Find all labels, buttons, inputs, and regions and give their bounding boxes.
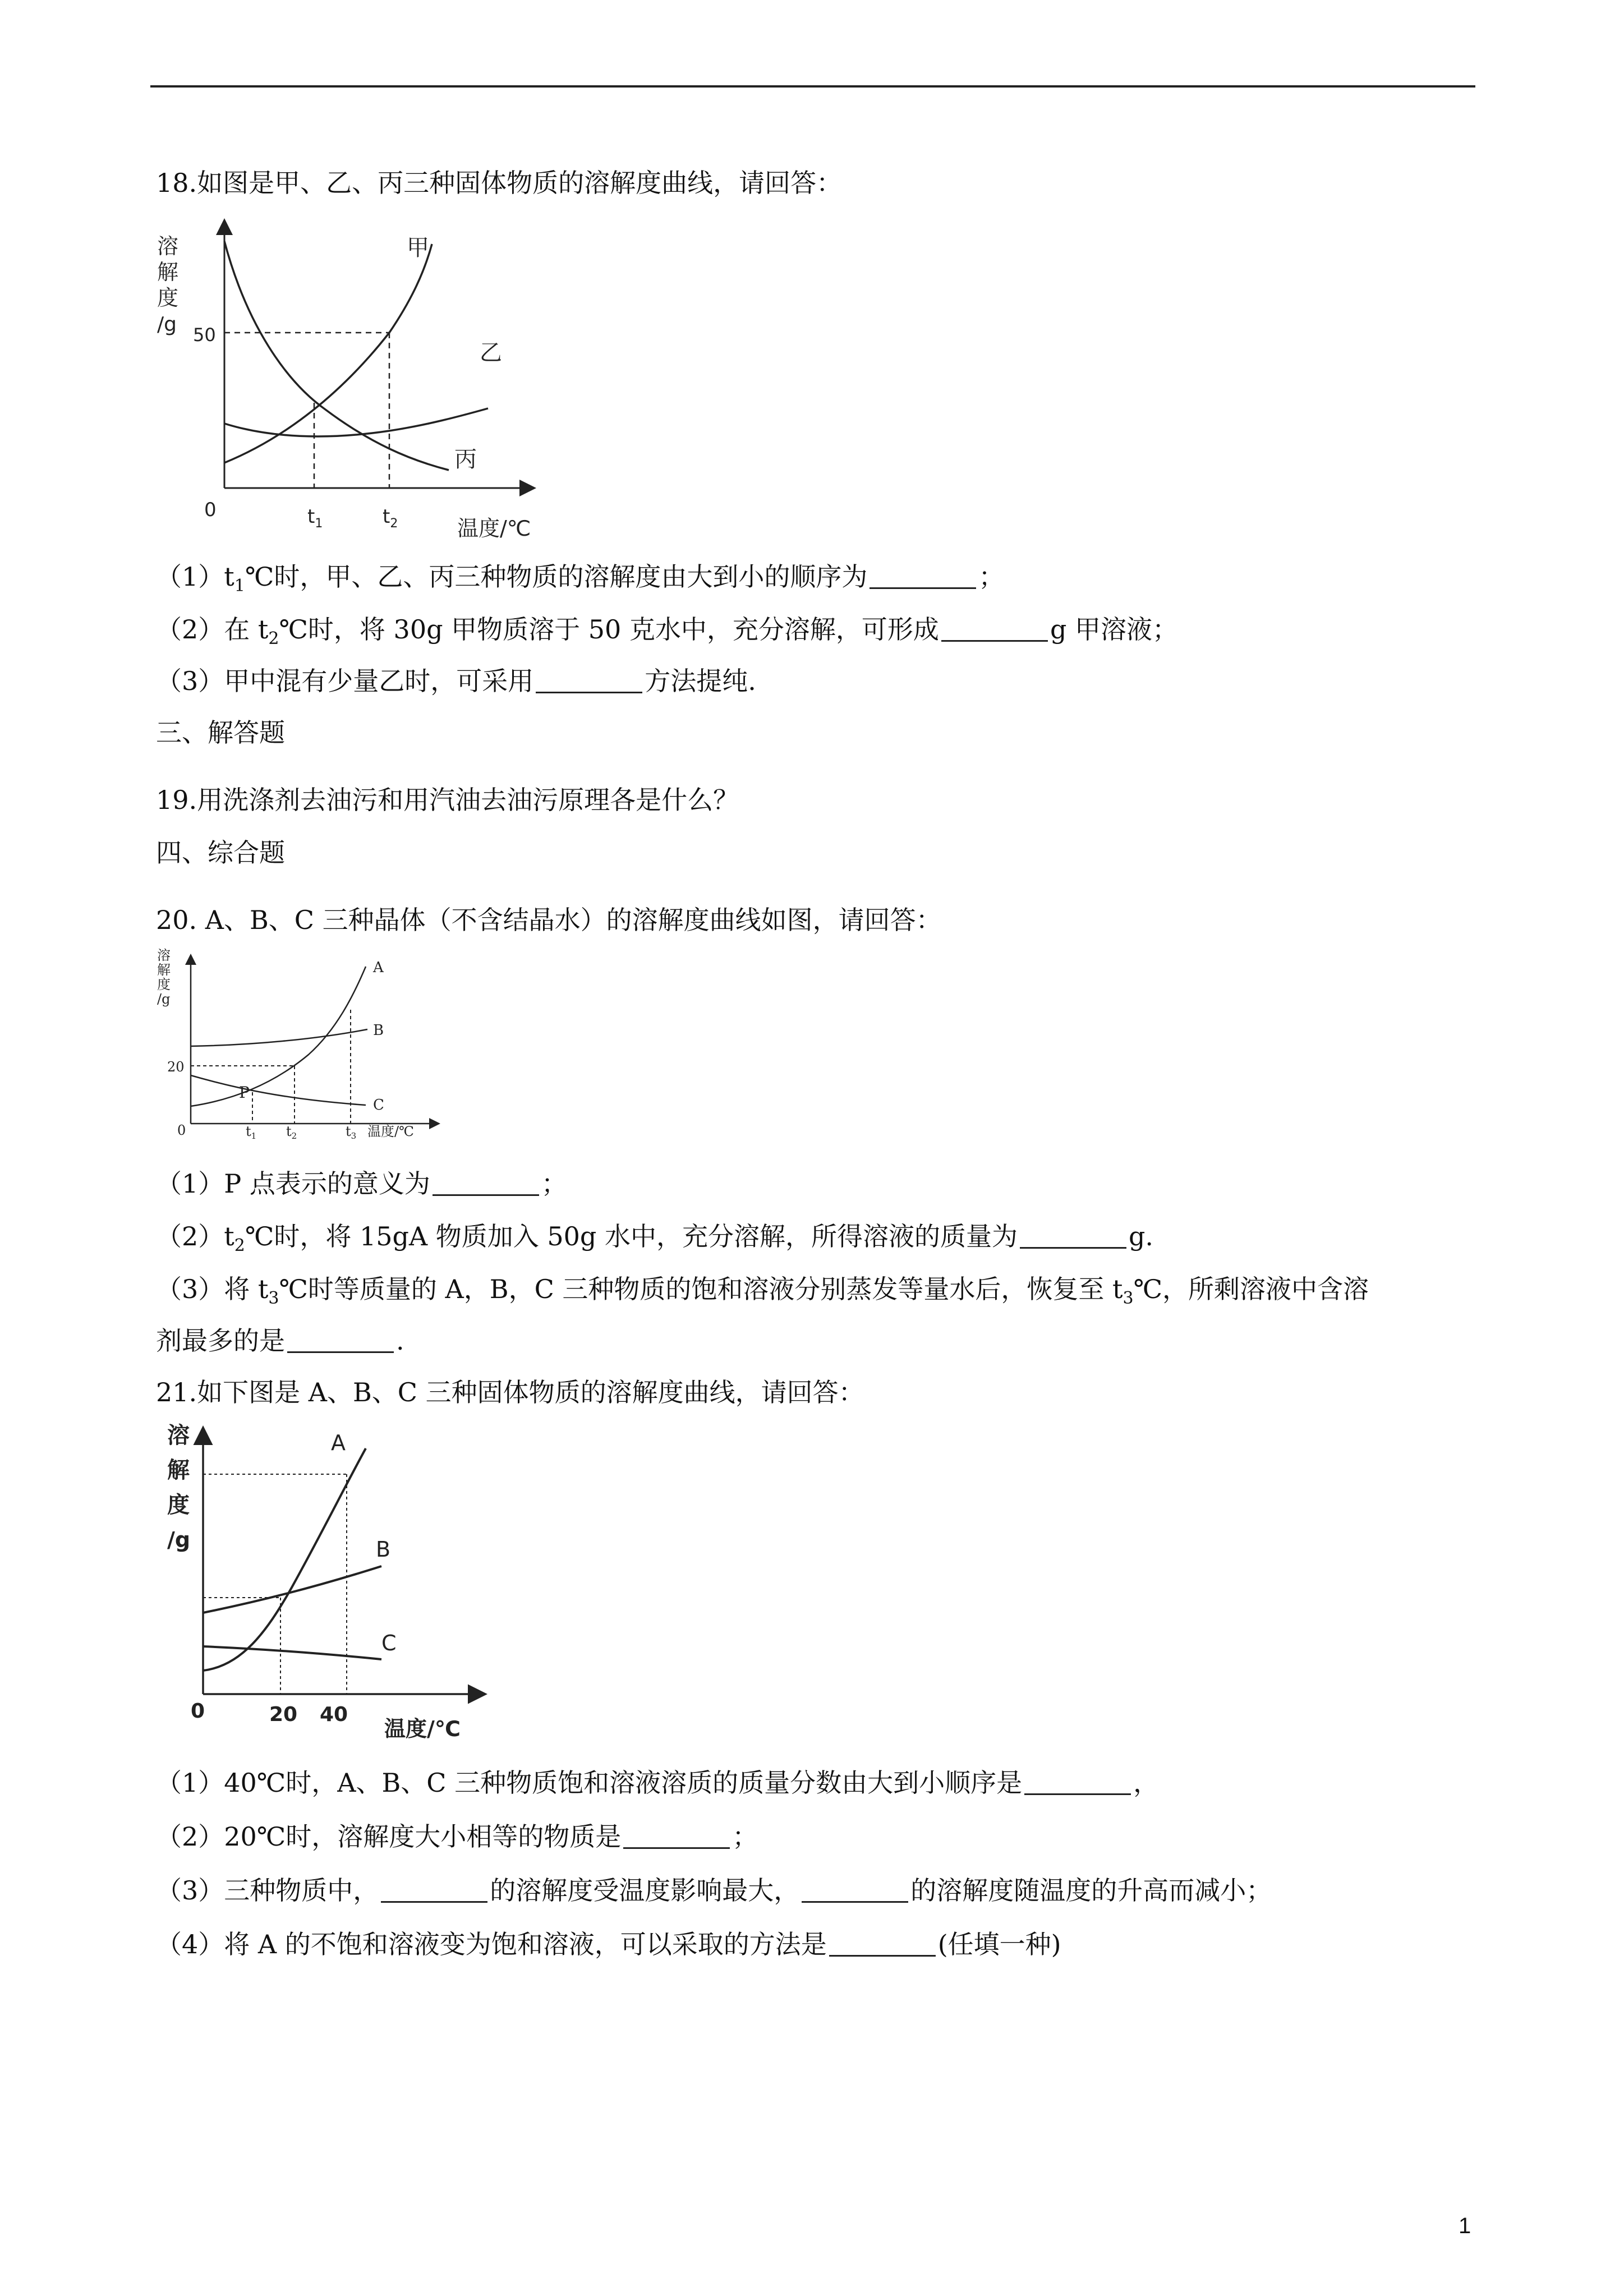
q18-figure — [157, 213, 550, 544]
q20-y20-label: 20 — [167, 1059, 185, 1075]
q21-stem: 21.如下图是 A、B、C 三种固体物质的溶解度曲线，请回答： — [156, 1377, 864, 1407]
q21-part4-blank[interactable] — [829, 1932, 936, 1957]
q20-t3-label: $t_3$ — [346, 1124, 357, 1141]
q20-curve-a-label: A — [373, 959, 384, 976]
q20-t2-label: $t_2$ — [286, 1124, 297, 1141]
q20-part2-blank[interactable] — [1020, 1225, 1126, 1249]
q20-origin-label: 0 — [177, 1122, 186, 1138]
q20-xlabel: 温度/℃ — [367, 1124, 414, 1139]
q21-curve-c — [203, 1646, 381, 1659]
q18-curve-yi-label: 乙 — [480, 340, 502, 366]
q20-curve-c-label: C — [373, 1097, 384, 1114]
q21-origin-label: 0 — [191, 1700, 205, 1723]
header-rule — [150, 85, 1475, 88]
q21-ylabel-3: 度 — [167, 1492, 190, 1518]
q21-xlabel: 温度/℃ — [384, 1717, 461, 1741]
q21-part4: （4）将 A 的不饱和溶液变为饱和溶液，可以采取的方法是 (任填一种) — [156, 1929, 1061, 1959]
q20-curve-b-label: B — [373, 1022, 384, 1039]
q18-curve-yi — [224, 408, 488, 436]
q20-figure — [157, 945, 449, 1156]
q21-curve-b-label: B — [376, 1537, 391, 1562]
q18-part1: $(1)t_1℃$时，甲、乙、丙三种物质的溶解度由大到小的顺序为 ； — [156, 562, 1005, 596]
q20-part3-cont: 剂最多的是 . — [156, 1326, 404, 1356]
q20-part1-blank[interactable] — [433, 1172, 539, 1196]
page-number: 1 — [1459, 2214, 1471, 2238]
q18-origin-label: 0 — [204, 499, 217, 521]
q20-t1-label: $t_1$ — [246, 1124, 257, 1141]
q18-ylabel-1: 溶 — [157, 234, 179, 259]
q20-ylabel-1: 溶 — [157, 947, 171, 963]
q21-x20-label: 20 — [269, 1703, 298, 1726]
q21-part1: （1）40℃时，A、B、C 三种物质饱和溶液溶质的质量分数由大到小顺序是 ， — [156, 1768, 1160, 1798]
q18-part2-blank[interactable] — [941, 618, 1048, 642]
section-heading-4: 四、综合题 — [156, 838, 285, 868]
q21-curve-a — [203, 1448, 366, 1671]
q21-x40-label: 40 — [320, 1703, 348, 1726]
q21-part3: （3）三种物质中， 的溶解度受温度影响最大， 的溶解度随温度的升高而减小； — [156, 1875, 1272, 1906]
q18-curve-jia — [224, 244, 432, 463]
q20-part3-blank[interactable] — [287, 1329, 394, 1353]
q18-ylabel-2: 解 — [157, 260, 179, 284]
section-heading-3: 三、解答题 — [156, 717, 285, 748]
q18-curve-bing-label: 丙 — [454, 447, 477, 472]
q20-curve-b — [191, 1029, 367, 1046]
q18-ylabel-3: 度 — [157, 286, 179, 310]
q21-curve-a-label: A — [331, 1430, 346, 1455]
q18-curve-jia-label: 甲 — [407, 235, 429, 261]
q18-y50-label: 50 — [193, 324, 216, 346]
q21-part2: （2）20℃时，溶解度大小相等的物质是 ； — [156, 1821, 758, 1852]
q21-part2-blank[interactable] — [623, 1825, 730, 1849]
q18-part2: （2）在 $t_2℃$时，将 30g 甲物质溶于 50 克水中，充分溶解，可形成 g 甲溶液； — [156, 614, 1179, 648]
q19-stem: 19.用洗涤剂去油污和用汽油去油污原理各是什么？ — [156, 785, 739, 815]
q21-ylabel-4: /g — [167, 1527, 191, 1552]
q20-curve-a — [191, 967, 366, 1106]
q20-ylabel-4: /g — [157, 991, 171, 1007]
q21-figure — [157, 1419, 494, 1745]
q18-t2-label: $t_2$ — [383, 505, 398, 531]
q20-stem: 20. A、B、C 三种晶体（不含结晶水）的溶解度曲线如图，请回答： — [156, 905, 942, 935]
q18-stem: 18.如图是甲、乙、丙三种固体物质的溶解度曲线，请回答： — [156, 168, 843, 198]
q20-part2: $(2)t_2℃$时，将 15gA 物质加入 50g 水中，充分溶解，所得溶液的质量为 g. — [156, 1221, 1154, 1255]
q21-part1-blank[interactable] — [1024, 1771, 1131, 1795]
q21-part3-blank-1[interactable] — [381, 1879, 487, 1903]
q20-ylabel-2: 解 — [157, 962, 171, 978]
q20-part1: （1）P 点表示的意义为 ； — [156, 1168, 567, 1199]
q21-ylabel-2: 解 — [167, 1457, 190, 1483]
q21-ylabel-1: 溶 — [167, 1423, 190, 1448]
q18-xlabel: 温度/℃ — [457, 516, 531, 541]
q21-curve-b — [203, 1566, 381, 1613]
q18-t1-label: $t_1$ — [307, 505, 323, 531]
q20-ylabel-3: 度 — [157, 977, 171, 992]
q21-curve-c-label: C — [381, 1631, 397, 1655]
q21-part3-blank-2[interactable] — [802, 1879, 908, 1903]
q18-part1-blank[interactable] — [869, 565, 976, 589]
q18-part3: （3）甲中混有少量乙时，可采用 方法提纯. — [156, 666, 756, 696]
q20-part3: （3）将 $t_3℃$时等质量的 A，B，C 三种物质的饱和溶液分别蒸发等量水后，恢复至 $t_3℃$，所剩溶液中含溶 — [156, 1274, 1369, 1308]
q20-point-p-label: P — [239, 1083, 250, 1102]
q18-part3-blank[interactable] — [536, 669, 642, 693]
q18-ylabel-4: /g — [157, 313, 177, 336]
